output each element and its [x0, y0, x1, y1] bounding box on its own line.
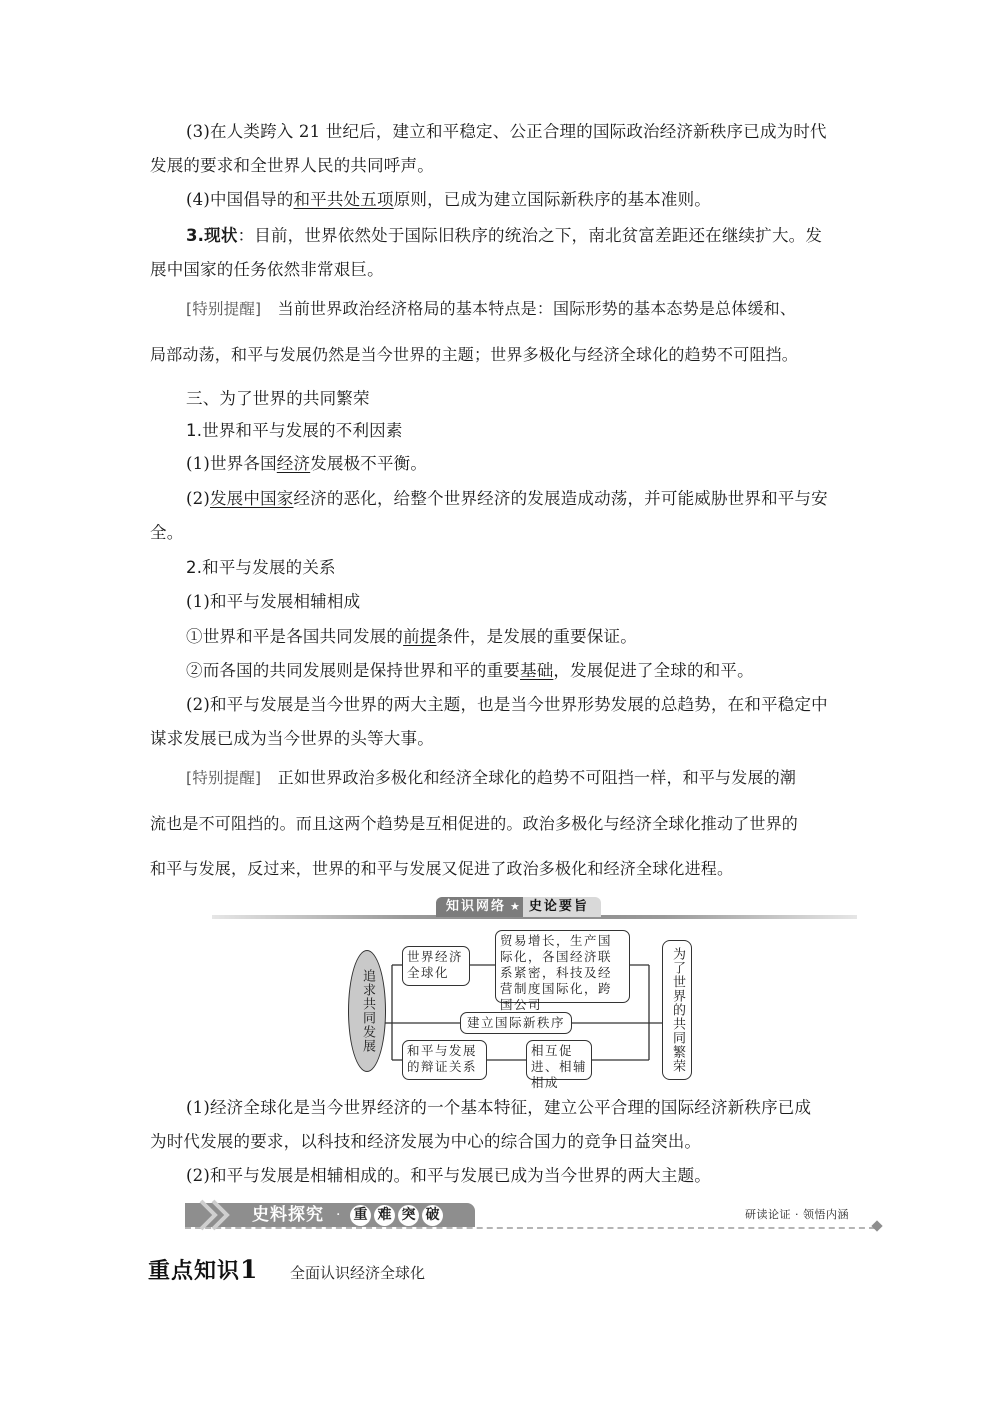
paragraph-3-line-1: (3)在人类跨入 21 世纪后，建立和平稳定、公正合理的国际政治经济新秩序已成为时代: [186, 122, 827, 141]
relation-1a-suffix: 条件，是发展的重要保证。: [436, 627, 637, 646]
special-tip-2-line-1: [186, 767, 886, 789]
factor-2-prefix: (2): [186, 489, 210, 508]
study-banner-right-text: 研读论证 · 领悟内涵: [745, 1208, 849, 1221]
box-economic-globalization: 世界经济全球化: [402, 946, 470, 986]
special-tip-text: 当前世界政治经济格局的基本特点是：国际形势的基本态势是总体缓和、: [277, 299, 797, 318]
subheading-relationship: 2.和平与发展的关系: [186, 558, 336, 577]
paragraph-3-line-2: 发展的要求和全世界人民的共同呼声。: [150, 156, 434, 175]
factor-1-suffix: 发展极不平衡。: [310, 454, 428, 473]
study-banner-rule: [185, 1227, 875, 1229]
study-banner-title: 史料探究: [252, 1205, 324, 1225]
factor-2-underlined: 发展中国家: [209, 489, 294, 508]
special-tip-2-line-2: 流也是不可阻挡的。而且这两个趋势是互相促进的。政治多极化与经济全球化推动了世界的: [150, 814, 799, 833]
relation-1b-prefix: ②而各国的共同发展则是保持世界和平的重要: [186, 661, 520, 680]
key-point-subtitle: 全面认识经济全球化: [290, 1264, 426, 1282]
relation-1: (1)和平与发展相辅相成: [186, 592, 361, 611]
status-text: ：目前，世界依然处于国际旧秩序的统治之下，南北贫富差距还在继续扩大。发: [237, 226, 823, 245]
relation-1a-underlined: 前提: [403, 627, 437, 646]
circle-char: 破: [422, 1205, 443, 1226]
key-point-title: [148, 1256, 258, 1286]
diamond-icon: [871, 1220, 882, 1231]
special-tip-2-line-3: 和平与发展，反过来，世界的和平与发展又促进了政治多极化和经济全球化进程。: [150, 859, 734, 878]
study-banner-circles: [350, 1205, 443, 1226]
box-common-prosperity: 为了世界的共同繁荣: [662, 940, 692, 1080]
box-new-international-order: 建立国际新秩序: [460, 1012, 572, 1034]
special-tip-tag: [特别提醒]: [186, 769, 262, 787]
relation-1b-suffix: ，发展促进了全球的和平。: [553, 661, 754, 680]
summary-2: (2)和平与发展是相辅相成的。和平与发展已成为当今世界的两大主题。: [186, 1166, 711, 1185]
p4-underlined-term: 和平共处五项: [293, 190, 394, 209]
box-mutual-promotion: 相互促进、相辅相成: [526, 1040, 592, 1080]
circle-char: 突: [398, 1205, 419, 1226]
factor-1-prefix: (1)世界各国: [186, 454, 277, 473]
relation-2-line-2: 谋求发展已成为当今世界的头等大事。: [150, 729, 434, 748]
factor-2-line-2: 全。: [150, 523, 184, 542]
double-chevron-icon: [197, 1199, 241, 1231]
paragraph-4: [186, 189, 886, 211]
star-icon: ★: [510, 897, 523, 917]
header-left-label: 知识网络: [436, 897, 510, 917]
circle-char: 难: [374, 1205, 395, 1226]
factor-2-line-1: [186, 488, 886, 510]
summary-1-line-2: 为时代发展的要求，以科技和经济发展为中心的综合国力的竞争日益突出。: [150, 1132, 702, 1151]
header-right-label: 史论要旨: [523, 897, 601, 917]
oval-pursue-common-development: 追求共同发展: [348, 950, 386, 1072]
special-tip-text: 正如世界政治多极化和经济全球化的趋势不可阻挡一样，和平与发展的潮: [277, 768, 797, 787]
status-line-2: 展中国家的任务依然非常艰巨。: [150, 260, 384, 279]
factor-2-suffix: 经济的恶化，给整个世界经济的发展造成动荡，并可能威胁世界和平与安: [293, 489, 828, 508]
study-banner-dot: ·: [336, 1207, 341, 1223]
section-3-heading: 三、为了世界的共同繁荣: [186, 389, 370, 408]
p4-prefix: (4)中国倡导的: [186, 190, 294, 209]
relation-1a: [186, 626, 886, 648]
key-point-number: 1: [240, 1255, 259, 1284]
subheading-unfavorable-factors: 1.世界和平与发展的不利因素: [186, 421, 403, 440]
knowledge-network-header: [436, 897, 601, 917]
circle-char: 重: [350, 1205, 371, 1226]
status-line-1: [186, 225, 886, 247]
special-tip-1-line-1: [186, 298, 886, 320]
special-tip-1-line-2: 局部动荡，和平与发展仍然是当今世界的主题；世界多极化与经济全球化的趋势不可阻挡。: [150, 345, 799, 364]
relation-1b-underlined: 基础: [520, 661, 554, 680]
box-dialectic-relation: 和平与发展的辩证关系: [402, 1040, 487, 1080]
factor-1: [186, 453, 886, 475]
knowledge-network-diagram: [340, 920, 710, 1090]
relation-1b: [186, 660, 886, 682]
status-label: 3.现状: [186, 226, 238, 245]
summary-1-line-1: (1)经济全球化是当今世界经济的一个基本特征，建立公平合理的国际经济新秩序已成: [186, 1098, 812, 1117]
relation-1a-prefix: ①世界和平是各国共同发展的: [186, 627, 404, 646]
special-tip-tag: [特别提醒]: [186, 300, 262, 318]
relation-2-line-1: (2)和平与发展是当今世界的两大主题，也是当今世界形势发展的总趋势，在和平稳定中: [186, 695, 828, 714]
box-globalization-detail: 贸易增长，生产国际化，各国经济联系紧密，科技及经营制度国际化，跨国公司: [495, 930, 630, 1003]
key-point-label: 重点知识: [148, 1259, 241, 1284]
factor-1-underlined: 经济: [276, 454, 311, 473]
p4-suffix: 原则，已成为建立国际新秩序的基本准则。: [393, 190, 711, 209]
